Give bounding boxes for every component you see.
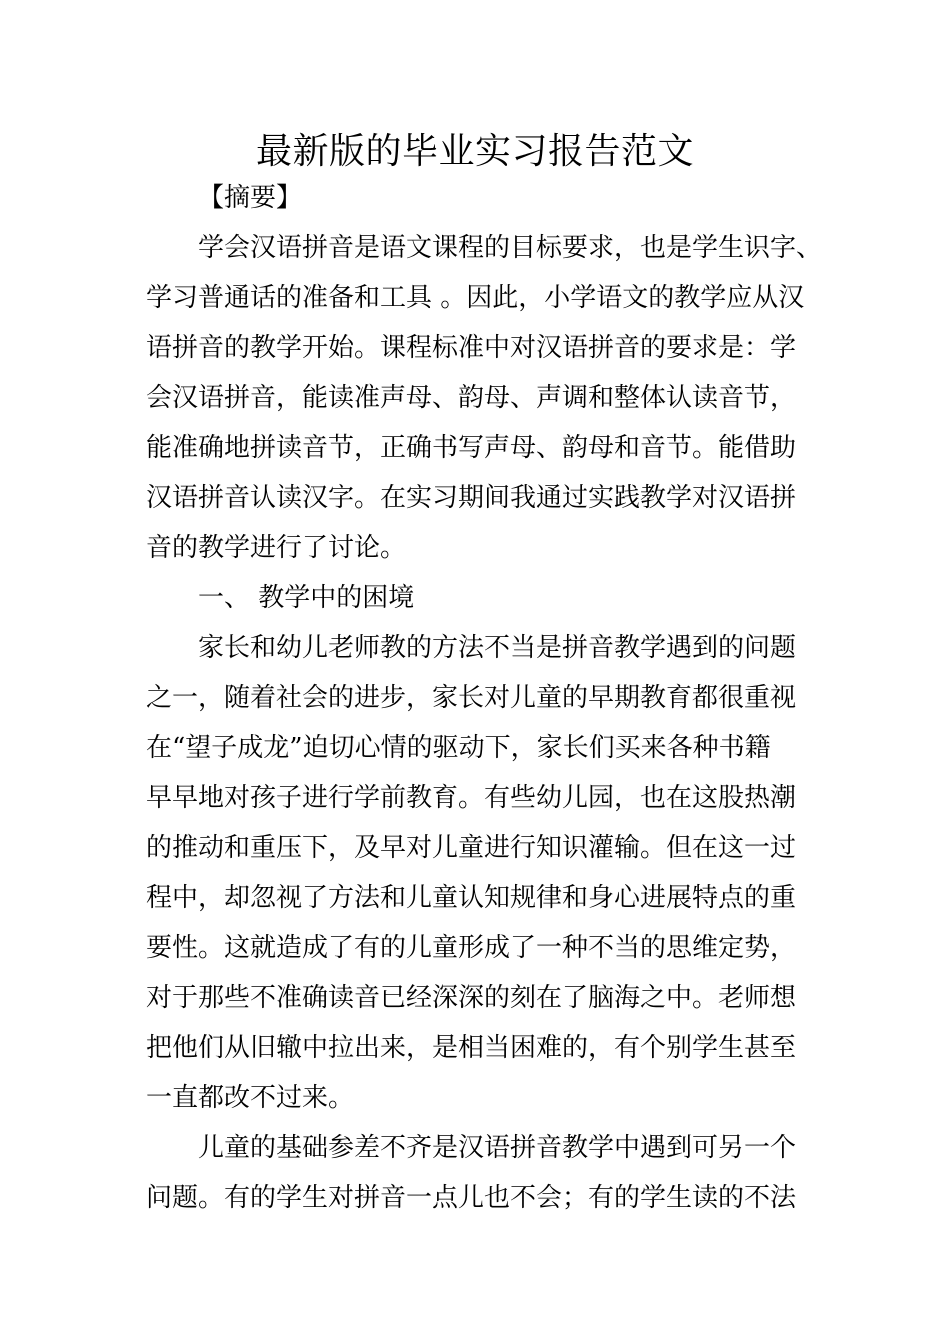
paragraph-line: 语拼音的教学开始。课程标准中对汉语拼音的要求是：学 xyxy=(146,333,797,363)
paragraph-line: 会汉语拼音，能读准声母、韵母、声调和整体认读音节， xyxy=(146,383,797,413)
paragraph-line: 之一，随着社会的进步，家长对儿童的早期教育都很重视 xyxy=(146,683,797,713)
paragraph-line: 音的教学进行了讨论。 xyxy=(146,533,407,563)
section-heading: 一、 教学中的困境 xyxy=(198,583,415,613)
paragraph-line: 问题。有的学生对拼音一点儿也不会；有的学生读的不法 xyxy=(146,1183,797,1213)
paragraph-line: 学习普通话的准备和工具 。因此，小学语文的教学应从汉 xyxy=(146,283,805,313)
paragraph-line: 一直都改不过来。 xyxy=(146,1083,355,1113)
paragraph-line: 早早地对孩子进行学前教育。有些幼儿园，也在这股热潮 xyxy=(146,783,797,813)
document-title: 最新版的毕业实习报告范文 xyxy=(255,131,694,172)
paragraph-line: 儿童的基础参差不齐是汉语拼音教学中遇到可另一个 xyxy=(198,1133,797,1163)
paragraph-line: 学会汉语拼音是语文课程的目标要求，也是学生识字、 xyxy=(198,233,823,263)
paragraph-line: 把他们从旧辙中拉出来，是相当困难的，有个别学生甚至 xyxy=(146,1033,797,1063)
paragraph-line: 能准确地拼读音节，正确书写声母、韵母和音节。能借助 xyxy=(146,433,797,463)
abstract-label: 【摘要】 xyxy=(198,183,303,213)
paragraph-line: 程中，却忽视了方法和儿童认知规律和身心进展特点的重 xyxy=(146,883,797,913)
paragraph-line: 家长和幼儿老师教的方法不当是拼音教学遇到的问题 xyxy=(198,633,797,663)
paragraph-line: 在“望子成龙”迫切心情的驱动下，家长们买来各种书籍 xyxy=(146,733,771,763)
paragraph-line: 对于那些不准确读音已经深深的刻在了脑海之中。老师想 xyxy=(146,983,797,1013)
paragraph-line: 要性。这就造成了有的儿童形成了一种不当的思维定势， xyxy=(146,933,797,963)
paragraph-line: 的推动和重压下，及早对儿童进行知识灌输。但在这一过 xyxy=(146,833,797,863)
paragraph-line: 汉语拼音认读汉字。在实习期间我通过实践教学对汉语拼 xyxy=(146,483,797,513)
